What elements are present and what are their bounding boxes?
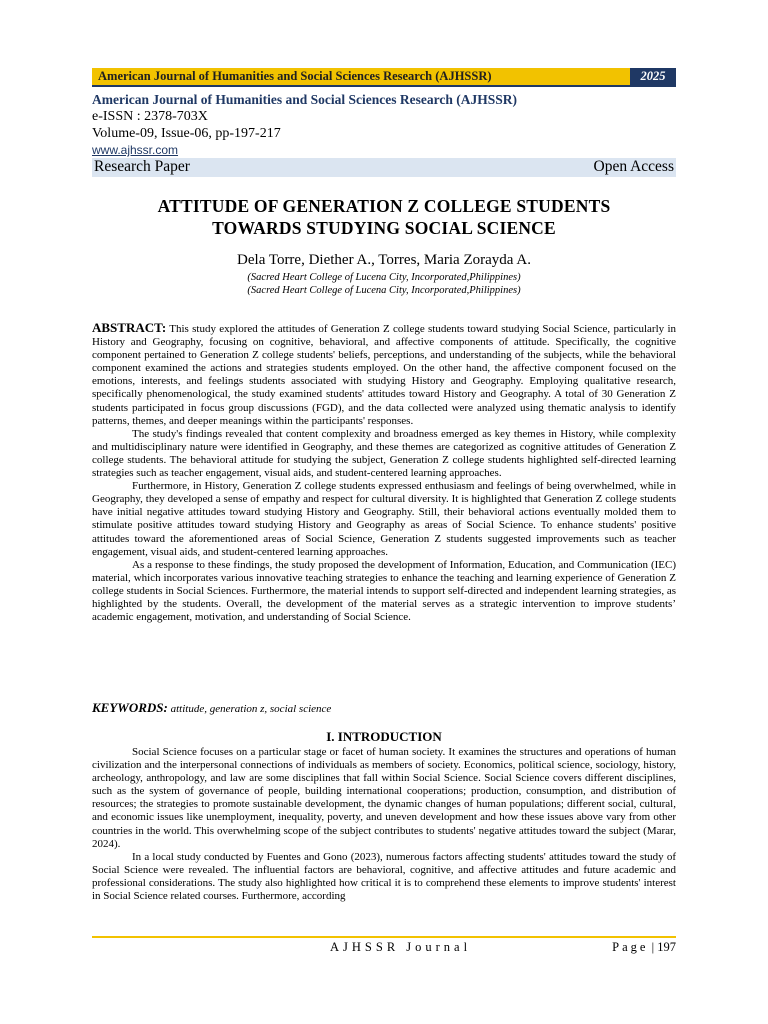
intro-paragraph-2: In a local study conducted by Fuentes and Gono (2023), numerous factors affecting students' attitudes toward the study of Social Science were revealed. The influential factors are behavioral, cognitive, and affective attitudes and future academic and professional considerations. The study also highlighted how critical it is to comprehend these elements to improve students' interest in Social Science related courses. Furthermore, according <box>92 850 676 903</box>
abstract-label: ABSTRACT: <box>92 320 167 335</box>
abstract <box>92 321 676 624</box>
keywords-label: KEYWORDS: <box>92 700 168 715</box>
journal-header-bar <box>92 68 676 87</box>
page-number: 197 <box>657 940 676 954</box>
volume-issue: Volume-09, Issue-06, pp-197-217 <box>92 126 281 141</box>
authors: Dela Torre, Diether A., Torres, Maria Zorayda A. <box>237 252 531 268</box>
header-year: 2025 <box>630 68 676 85</box>
abstract-text-1: This study explored the attitudes of Generation Z college students toward studying Social Science, particularly in History and Geography, focusing on cognitive, behavioral, and affective components of attitude. Specifically, the cognitive component pertained to Generation Z college students' beliefs, perceptions, and understanding of the subjects, while the behavioral component examined the actions and strategies students employed. On the other hand, the affective component focused on the emotions, interests, and feelings students associated with studying History and Geography. Employing qualitative research, specifically phenomenological, the study examined students' attitudes toward History and Geography. A total of 30 Generation Z students participated in focus group discussions (FGD), and the data collected were analyzed using thematic analysis to identify patterns, themes, and deeper meanings within the participants' responses. <box>92 323 676 427</box>
intro-paragraph-1: Social Science focuses on a particular stage or facet of human society. It examines the structures and operations of human civilization and the interpersonal connections of individuals as members of society. Economics, political science, sociology, history, archeology, anthropology, and law are some disciplines that fall within Social Science. Social Science covers different disciplines, such as the system of governance of people, building international cooperations; production, consumption, and distribution of resources; the strategies to promote sustainable development, the dynamic changes of human populations; different social, cultural, and economic issues like unemployment, inequality, poverty, and uneven development and how these issues above vary from other countries in the world. This overwhelming scope of the subject contributes to students' negative attitudes toward the subject (Marar, 2024). <box>92 746 676 850</box>
introduction-body <box>92 746 676 903</box>
affiliation-2: (Sacred Heart College of Lucena City, Incorporated,Philippines) <box>247 285 521 296</box>
header-journal-name: American Journal of Humanities and Social Sciences Research (AJHSSR) <box>98 69 492 83</box>
footer-journal-name: AJHSSR Journal <box>330 940 472 954</box>
journal-website-link[interactable]: www.ajhssr.com <box>92 143 179 157</box>
paper-type: Research Paper <box>94 158 190 175</box>
page-label: Page <box>612 940 649 954</box>
title-line-1: ATTITUDE OF GENERATION Z COLLEGE STUDENTS <box>157 196 611 216</box>
footer-divider <box>92 936 676 938</box>
abstract-paragraph-3: Furthermore, in History, Generation Z college students expressed enthusiasm and feelings of being overwhelmed, while in Geography, they developed a sense of empathy and respect for cultural diversity. It is highlighted that Generation Z college students have initial negative attitudes toward studying History and Geography. Still, their behavioral actions eventually molded them to stimulate positive attitudes toward studying History and Geography as areas of Social Science. To enhance students' positive attitudes toward the aforementioned areas of Social Science, Generation Z students suggested improvements such as teacher engagement, visual aids, and student-centered learning approaches. <box>92 480 676 558</box>
keywords-list: attitude, generation z, social science <box>170 703 332 715</box>
paper-title <box>92 195 676 239</box>
access-type: Open Access <box>593 158 674 175</box>
abstract-paragraph-2: The study's findings revealed that content complexity and broadness emerged as key themes in History, while complexity and multidisciplinary nature were identified in Geography, and these themes are categorized as cognitive attitudes of Generation Z college students. The behavioral attitude for studying the subject, Generation Z college students highlighted self-directed learning strategies such as teacher engagement, visual aids, and student-centered learning approaches. <box>92 427 676 480</box>
keywords <box>92 700 331 716</box>
affiliation-1: (Sacred Heart College of Lucena City, Incorporated,Philippines) <box>247 272 521 283</box>
issn: e-ISSN : 2378-703X <box>92 109 208 124</box>
journal-name: American Journal of Humanities and Social Sciences Research (AJHSSR) <box>92 92 517 107</box>
section-heading-introduction: I. INTRODUCTION <box>326 729 442 744</box>
footer-page-number: Page | 197 <box>612 940 676 954</box>
title-line-2: TOWARDS STUDYING SOCIAL SCIENCE <box>212 218 556 238</box>
abstract-paragraph-1 <box>92 321 676 428</box>
paper-type-bar <box>92 158 676 177</box>
abstract-paragraph-4: As a response to these findings, the study proposed the development of Information, Education, and Communication (IEC) material, which incorporates various innovative teaching strategies to enhance the teaching and learning experience of Generation Z college students in Social Sciences. Furthermore, the material intends to support self-directed and independent learning strategies, as highlighted by the students. Overall, the development of the material serves as a strategic intervention to improve students’ academic engagement, motivation, and understanding of Social Science. <box>92 558 676 624</box>
